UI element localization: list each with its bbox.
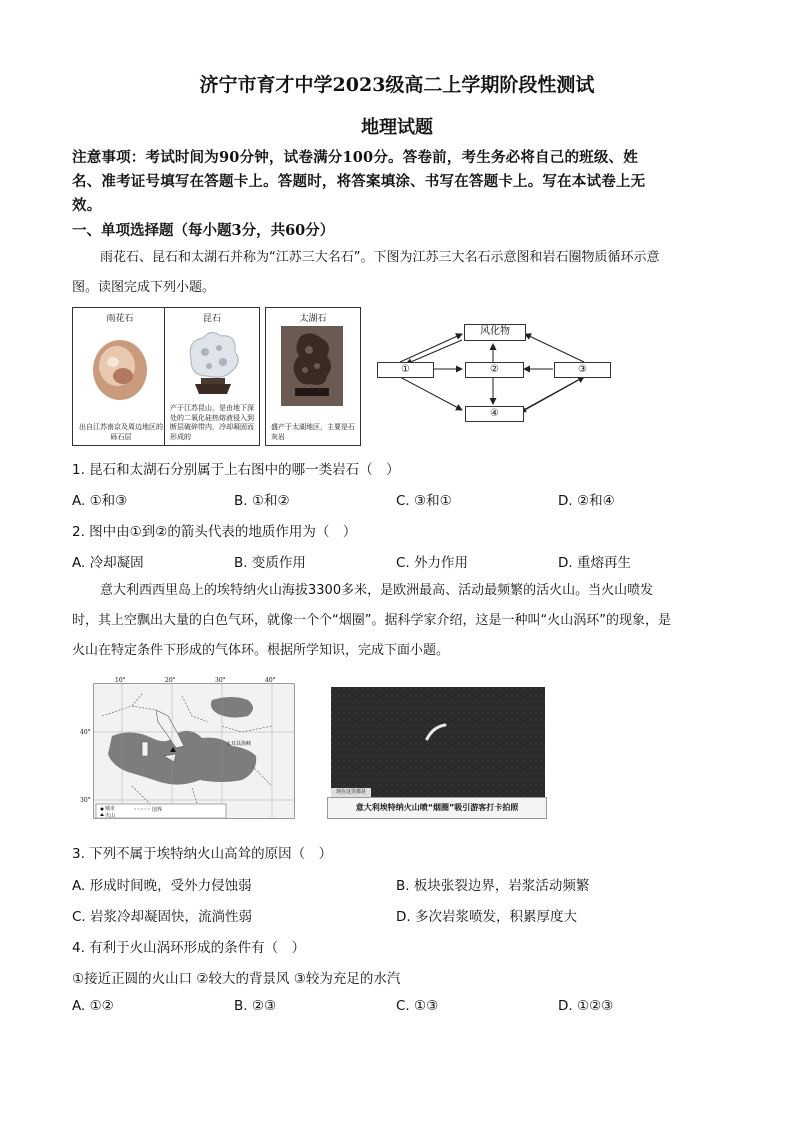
q3-option-c: C. 岩浆冷却凝固快，流淌性弱 [72,909,253,925]
cycle-node-4: ④ [465,406,524,422]
question-4: 4. 有利于火山涡环形成的条件有（ ） [72,940,306,956]
yuhua-stone-image [87,336,153,404]
map-legend-border: 国界 [152,807,163,813]
map-legend-city: 城市 [105,806,116,812]
q2-option-a: A. 冷却凝固 [72,555,144,571]
q4-option-d: D. ①②③ [558,998,614,1014]
q1-option-d: D. ②和④ [558,493,615,509]
map-lon-40: 40° [265,677,276,684]
map-lat-30: 30° [80,797,91,804]
stem-line: 意大利西西里岛上的埃特纳火山海拔3300多米，是欧洲最高、活动最频繁的活火山。当火山喷发 [100,583,654,598]
stone-name: 太湖石 [299,314,327,324]
notice-block [72,146,724,218]
stone-name: 昆石 [202,314,221,324]
section-heading: 一、单项选择题（每小题3分，共60分） [72,222,335,239]
q3-option-a: A. 形成时间晚，受外力侵蚀弱 [72,878,252,894]
question-stem-2 [72,576,722,666]
question-stem-1 [72,243,722,303]
stone-desc: 产于江苏昆山，是由地下深处的二氧化硅热熔液侵入到断层破碎带内，冷却凝固而形成的 [170,404,254,441]
q2-option-d: D. 重熔再生 [558,555,631,571]
map-lon-20: 20° [165,677,176,684]
notice-line: 名、准考证号填写在答题卡上。答题时，将答案填涂、书写在答题卡上。写在本试卷上无 [72,173,646,190]
q4-conditions: ①接近正圆的火山口 ②较大的背景风 ③较为充足的水汽 [72,971,401,987]
cycle-node-3: ③ [554,362,611,378]
map-label-turkey-strait: 土耳其海峡 [226,741,252,747]
question-3: 3. 下列不属于埃特纳火山高耸的原因（ ） [72,846,333,862]
q4-option-b: B. ②③ [234,998,277,1014]
map-legend-volcano: 火山 [105,813,116,819]
q2-option-c: C. 外力作用 [396,555,469,571]
q1-option-b: B. ①和② [234,493,290,509]
q4-option-a: A. ①② [72,998,114,1014]
page-subtitle: 地理试题 [361,117,433,138]
stone-desc: 盛产于太湖地区，主要是石灰岩 [271,423,355,441]
q3-option-b: B. 板块张裂边界，岩浆活动频繁 [396,878,590,894]
q2-option-b: B. 变质作用 [234,555,306,571]
map-lon-30: 30° [215,677,226,684]
page-title: 济宁市育才中学2023级高二上学期阶段性测试 [199,74,595,96]
stone-name: 雨花石 [106,314,134,324]
cycle-node-1: ① [377,362,434,378]
stone-card-kun [164,307,260,446]
q4-option-c: C. ①③ [396,998,439,1014]
cycle-node-2: ② [465,362,524,378]
question-2: 2. 图中由①到②的箭头代表的地质作用为（ ） [72,524,357,540]
map-lat-40: 40° [80,729,91,736]
q1-option-c: C. ③和① [396,493,452,509]
question-1: 1. 昆石和太湖石分别属于上右图中的哪一类岩石（ ） [72,462,400,478]
stone-card-taihu [265,307,361,446]
taihu-stone-image [281,326,343,406]
map-lon-10: 10° [115,677,126,684]
kun-stone-image [177,326,249,406]
photo-caption: 意大利埃特纳火山喷“烟圈”吸引游客打卡拍照 [327,797,547,819]
notice-line: 效。 [72,197,102,214]
stem-line: 图。读图完成下列小题。 [72,280,216,295]
stem-line: 雨花石、昆石和太湖石并称为“江苏三大名石”。下图为江苏三大名石示意图和岩石圈物质循环示意 [100,250,660,265]
stem-line: 时，其上空飘出大量的白色气环，就像一个个“烟圈”。据科学家介绍，这是一种叫“火山涡环”的现象，是 [72,613,671,628]
photo-tag: 现在这里都是 [331,788,371,797]
stem-line: 火山在特定条件下形成的气体环。根据所学知识，完成下面小题。 [72,643,450,658]
q3-option-d: D. 多次岩浆喷发，积累厚度大 [396,909,577,925]
cycle-node-weathered: 风化物 [464,324,526,341]
q1-option-a: A. ①和③ [72,493,128,509]
notice-line: 注意事项：考试时间为90分钟，试卷满分100分。答卷前，考生务必将自己的班级、姓 [72,149,638,166]
stone-desc: 出自江苏南京及周边地区的砾石层 [79,423,163,441]
stone-card-yuhua [72,307,168,446]
